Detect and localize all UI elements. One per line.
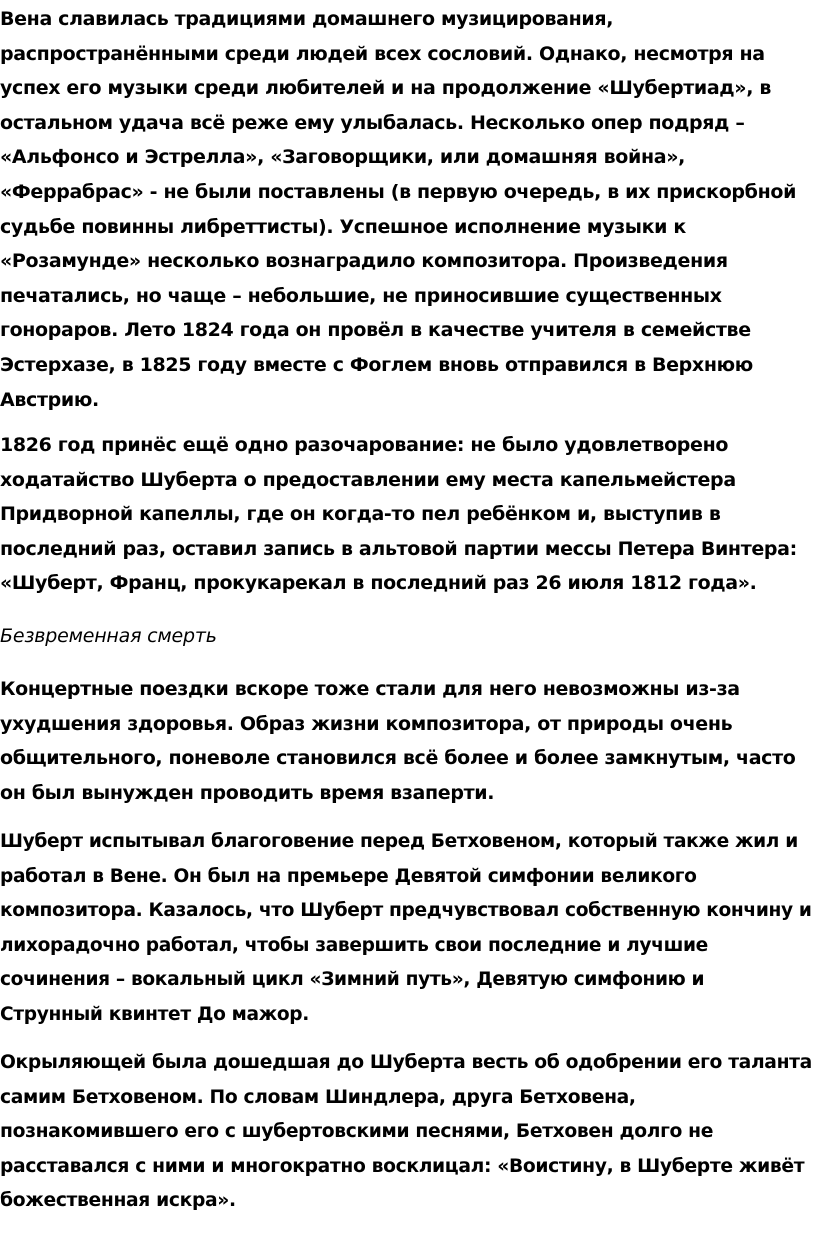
text-line: Шуберт испытывал благоговение перед Бетховеном, который также жил и xyxy=(0,830,798,852)
text-line: последний раз, оставил запись в альтовой партии мессы Петера Винтера: xyxy=(0,537,797,560)
text-line: «Розамунде» несколько вознаградило композитора. Произведения xyxy=(0,250,728,273)
text-line: «Феррабрас» - не были поставлены (в первую очередь, в их прискорбной xyxy=(0,180,797,203)
text-line: он был вынужден проводить время взаперти. xyxy=(0,781,495,804)
text-line: Окрыляющей была дошедшая до Шуберта весть об одобрении его таланта xyxy=(0,1051,812,1073)
text-line: лихорадочно работал, чтобы завершить свои последние и лучшие xyxy=(0,933,708,956)
text-line: распространёнными среди людей всех сословий. Однако, несмотря на xyxy=(0,42,765,65)
text-line: Струнный квинтет До мажор. xyxy=(0,1002,309,1025)
text-line: Эстерхазе, в 1825 году вместе с Фоглем вновь отправился в Верхнюю xyxy=(0,353,753,376)
paragraph-1826-disappointment xyxy=(0,428,797,601)
section-heading-text: Безвременная смерть xyxy=(0,625,217,647)
text-line: 1826 год принёс ещё одно разочарование: не было удовлетворено xyxy=(0,434,729,456)
paragraph-vienna-traditions xyxy=(0,2,796,417)
text-line: печатались, но чаще – небольшие, не приносившие существенных xyxy=(0,284,722,307)
text-line: Вена славилась традициями домашнего музицирования, xyxy=(0,8,614,30)
text-line: Австрию. xyxy=(0,388,99,411)
text-line: композитора. Казалось, что Шуберт предчувствовал собственную кончину и xyxy=(0,899,812,922)
text-line: Придворной капеллы, где он когда-то пел ребёнком и, выступив в xyxy=(0,503,721,526)
text-line: успех его музыки среди любителей и на продолжение «Шубертиад», в xyxy=(0,77,772,100)
paragraph-concert-trips xyxy=(0,672,795,810)
text-line: Концертные поездки вскоре тоже стали для него невозможны из-за xyxy=(0,678,740,700)
section-heading xyxy=(0,619,217,654)
text-line: ухудшения здоровья. Образ жизни композитора, от природы очень xyxy=(0,712,733,735)
text-line: общительного, поневоле становился всё более и более замкнутым, часто xyxy=(0,747,796,770)
paragraph-beethoven-approval xyxy=(0,1045,816,1218)
text-line: самим Бетховеном. По словам Шиндлера, друга Бетховена, xyxy=(0,1085,636,1108)
text-line: работал в Вене. Он был на премьере Девятой симфонии великого xyxy=(0,864,697,887)
text-line: расставался с ними и многократно восклицал: «Воистину, в Шуберте живёт xyxy=(0,1154,805,1177)
text-line: «Альфонсо и Эстрелла», «Заговорщики, или домашняя война», xyxy=(0,146,685,169)
paragraph-beethoven-reverence xyxy=(0,824,816,1032)
text-line: гонораров. Лето 1824 года он провёл в качестве учителя в семействе xyxy=(0,319,751,342)
text-line: остальном удача всё реже ему улыбалась. Несколько опер подряд – xyxy=(0,111,745,134)
text-line: сочинения – вокальный цикл «Зимний путь», Девятую симфонию и xyxy=(0,968,705,991)
text-line: ходатайство Шуберта о предоставлении ему места капельмейстера xyxy=(0,468,736,491)
text-line: судьбе повинны либреттисты). Успешное исполнение музыки к xyxy=(0,215,686,238)
text-line: «Шуберт, Франц, прокукарекал в последний раз 26 июля 1812 года». xyxy=(0,572,757,595)
text-line: божественная искра». xyxy=(0,1189,236,1212)
text-line: познакомившего его с шубертовскими песнями, Бетховен долго не xyxy=(0,1120,714,1143)
